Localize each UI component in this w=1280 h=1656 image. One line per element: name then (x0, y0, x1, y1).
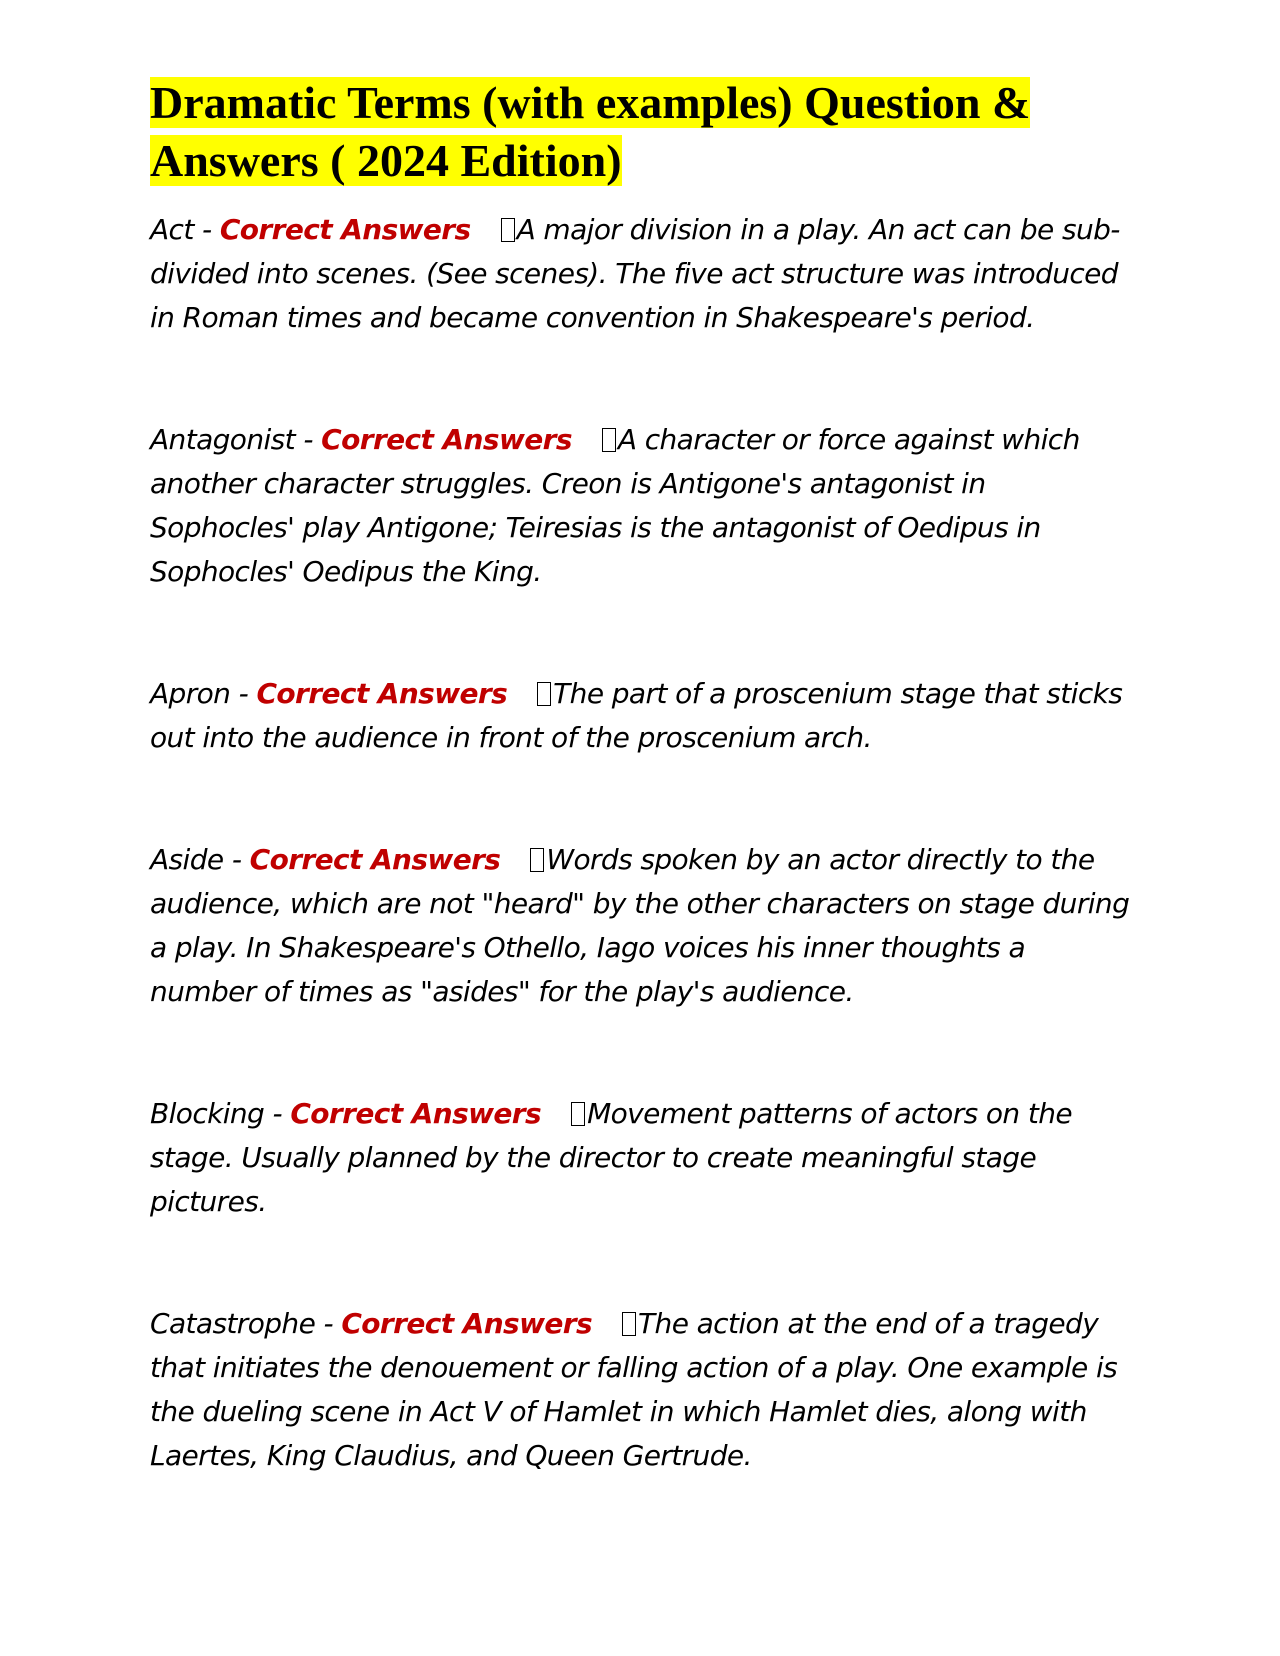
separator: - (230, 677, 257, 710)
missing-glyph-box-icon (530, 848, 544, 872)
missing-glyph-box-icon (501, 218, 515, 242)
separator: - (223, 843, 250, 876)
document-page (150, 74, 1130, 1556)
definition: Words spoken by an actor directly to the audience, which are not "heard" by the other characters on stage during a play. In Shakespeare's Othello, Iago voices his inner thoughts a number of times as "asides" for the play's audience. (150, 843, 1130, 1008)
term: Catastrophe (150, 1307, 316, 1340)
separator: - (193, 213, 220, 246)
entry-apron (150, 672, 1130, 760)
missing-glyph-box-icon (537, 682, 551, 706)
correct-answers-label: Correct Answers (321, 423, 572, 456)
term: Apron (150, 677, 231, 710)
separator: - (264, 1097, 291, 1130)
entry-catastrophe (150, 1302, 1130, 1478)
term: Blocking (150, 1097, 265, 1130)
definition: A character or force against which another character struggles. Creon is Antigone's antagonist in Sophocles' play Antigone; Teiresias is the antagonist of Oedipus in Sophocles' Oedipus the King. (150, 423, 1080, 588)
term: Aside (150, 843, 224, 876)
definition: The action at the end of a tragedy that initiates the denouement or falling action of a play. One example is the dueling scene in Act V of Hamlet in which Hamlet dies, along with Laertes, King Claudius, and Queen Gertrude. (150, 1307, 1118, 1472)
definition: The part of a proscenium stage that sticks out into the audience in front of the proscenium arch. (150, 677, 1123, 754)
definition: Movement patterns of actors on the stage. Usually planned by the director to create meaningful stage pictures. (150, 1097, 1073, 1218)
correct-answers-label: Correct Answers (290, 1097, 542, 1130)
separator: - (295, 423, 322, 456)
missing-glyph-box-icon (622, 1312, 636, 1336)
separator: - (315, 1307, 342, 1340)
term: Act (150, 213, 194, 246)
correct-answers-label: Correct Answers (249, 843, 501, 876)
correct-answers-label: Correct Answers (219, 213, 471, 246)
entry-act (150, 208, 1130, 340)
term: Antagonist (150, 423, 296, 456)
definition: A major division in a play. An act can be sub-divided into scenes. (See scenes). The five act structure was introduced in Roman times and became convention in Shakespeare's period. (150, 213, 1120, 334)
missing-glyph-box-icon (571, 1102, 585, 1126)
entry-blocking (150, 1092, 1130, 1224)
correct-answers-label: Correct Answers (256, 677, 508, 710)
missing-glyph-box-icon (602, 428, 616, 452)
entry-antagonist (150, 418, 1130, 594)
correct-answers-label: Correct Answers (341, 1307, 593, 1340)
entry-aside (150, 838, 1130, 1014)
document-title-text: Dramatic Terms (with examples) Question & Answers ( 2024 Edition) (150, 77, 1031, 186)
document-title (150, 74, 1130, 190)
